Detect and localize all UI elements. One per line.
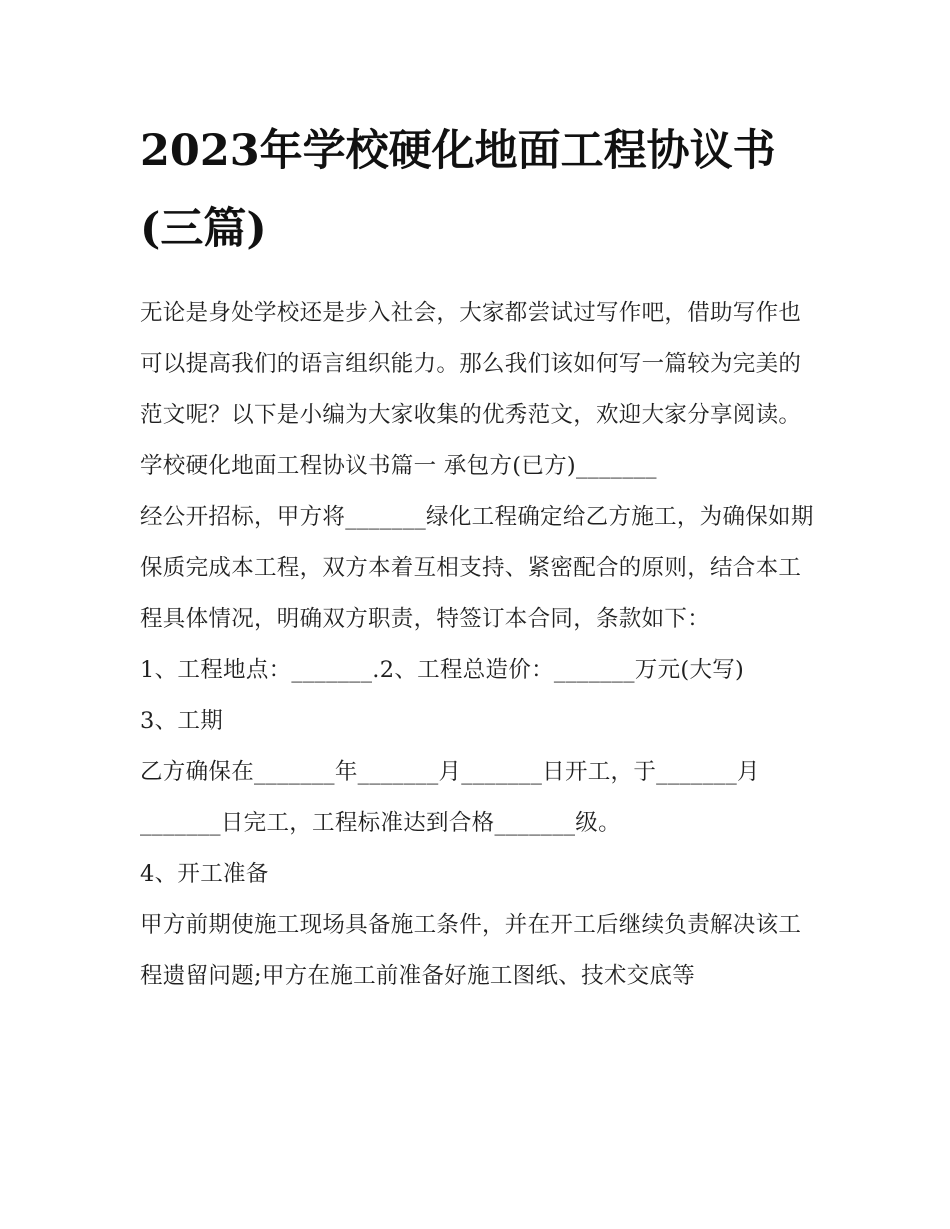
section-heading-contractor: 学校硬化地面工程协议书篇一 承包方(已方)_______ (140, 453, 657, 479)
document-body (140, 112, 815, 1002)
clause-schedule-text: 乙方确保在_______年_______月_______日开工，于_______月_______日完工，工程标准达到合格_______级。 (140, 759, 760, 836)
clause-location-price: 1、工程地点：_______.2、工程总造价：_______万元(大写) (140, 657, 745, 683)
clause-schedule-heading: 3、工期 (140, 708, 224, 734)
document-title: 2023年学校硬化地面工程协议书(三篇) (140, 126, 776, 254)
intro-paragraph: 无论是身处学校还是步入社会，大家都尝试过写作吧，借助写作也可以提高我们的语言组织能力。那么我们该如何写一篇较为完美的范文呢？以下是小编为大家收集的优秀范文，欢迎大家分享阅读。 (140, 300, 802, 428)
tender-paragraph: 经公开招标，甲方将_______绿化工程确定给乙方施工，为确保如期保质完成本工程，双方本着互相支持、紧密配合的原则，结合本工程具体情况，明确双方职责，特签订本合同，条款如下： (140, 504, 814, 632)
clause-preparation-text: 甲方前期使施工现场具备施工条件，并在开工后继续负责解决该工程遗留问题;甲方在施工前准备好施工图纸、技术交底等 (140, 912, 802, 989)
clause-preparation-heading: 4、开工准备 (140, 861, 269, 887)
